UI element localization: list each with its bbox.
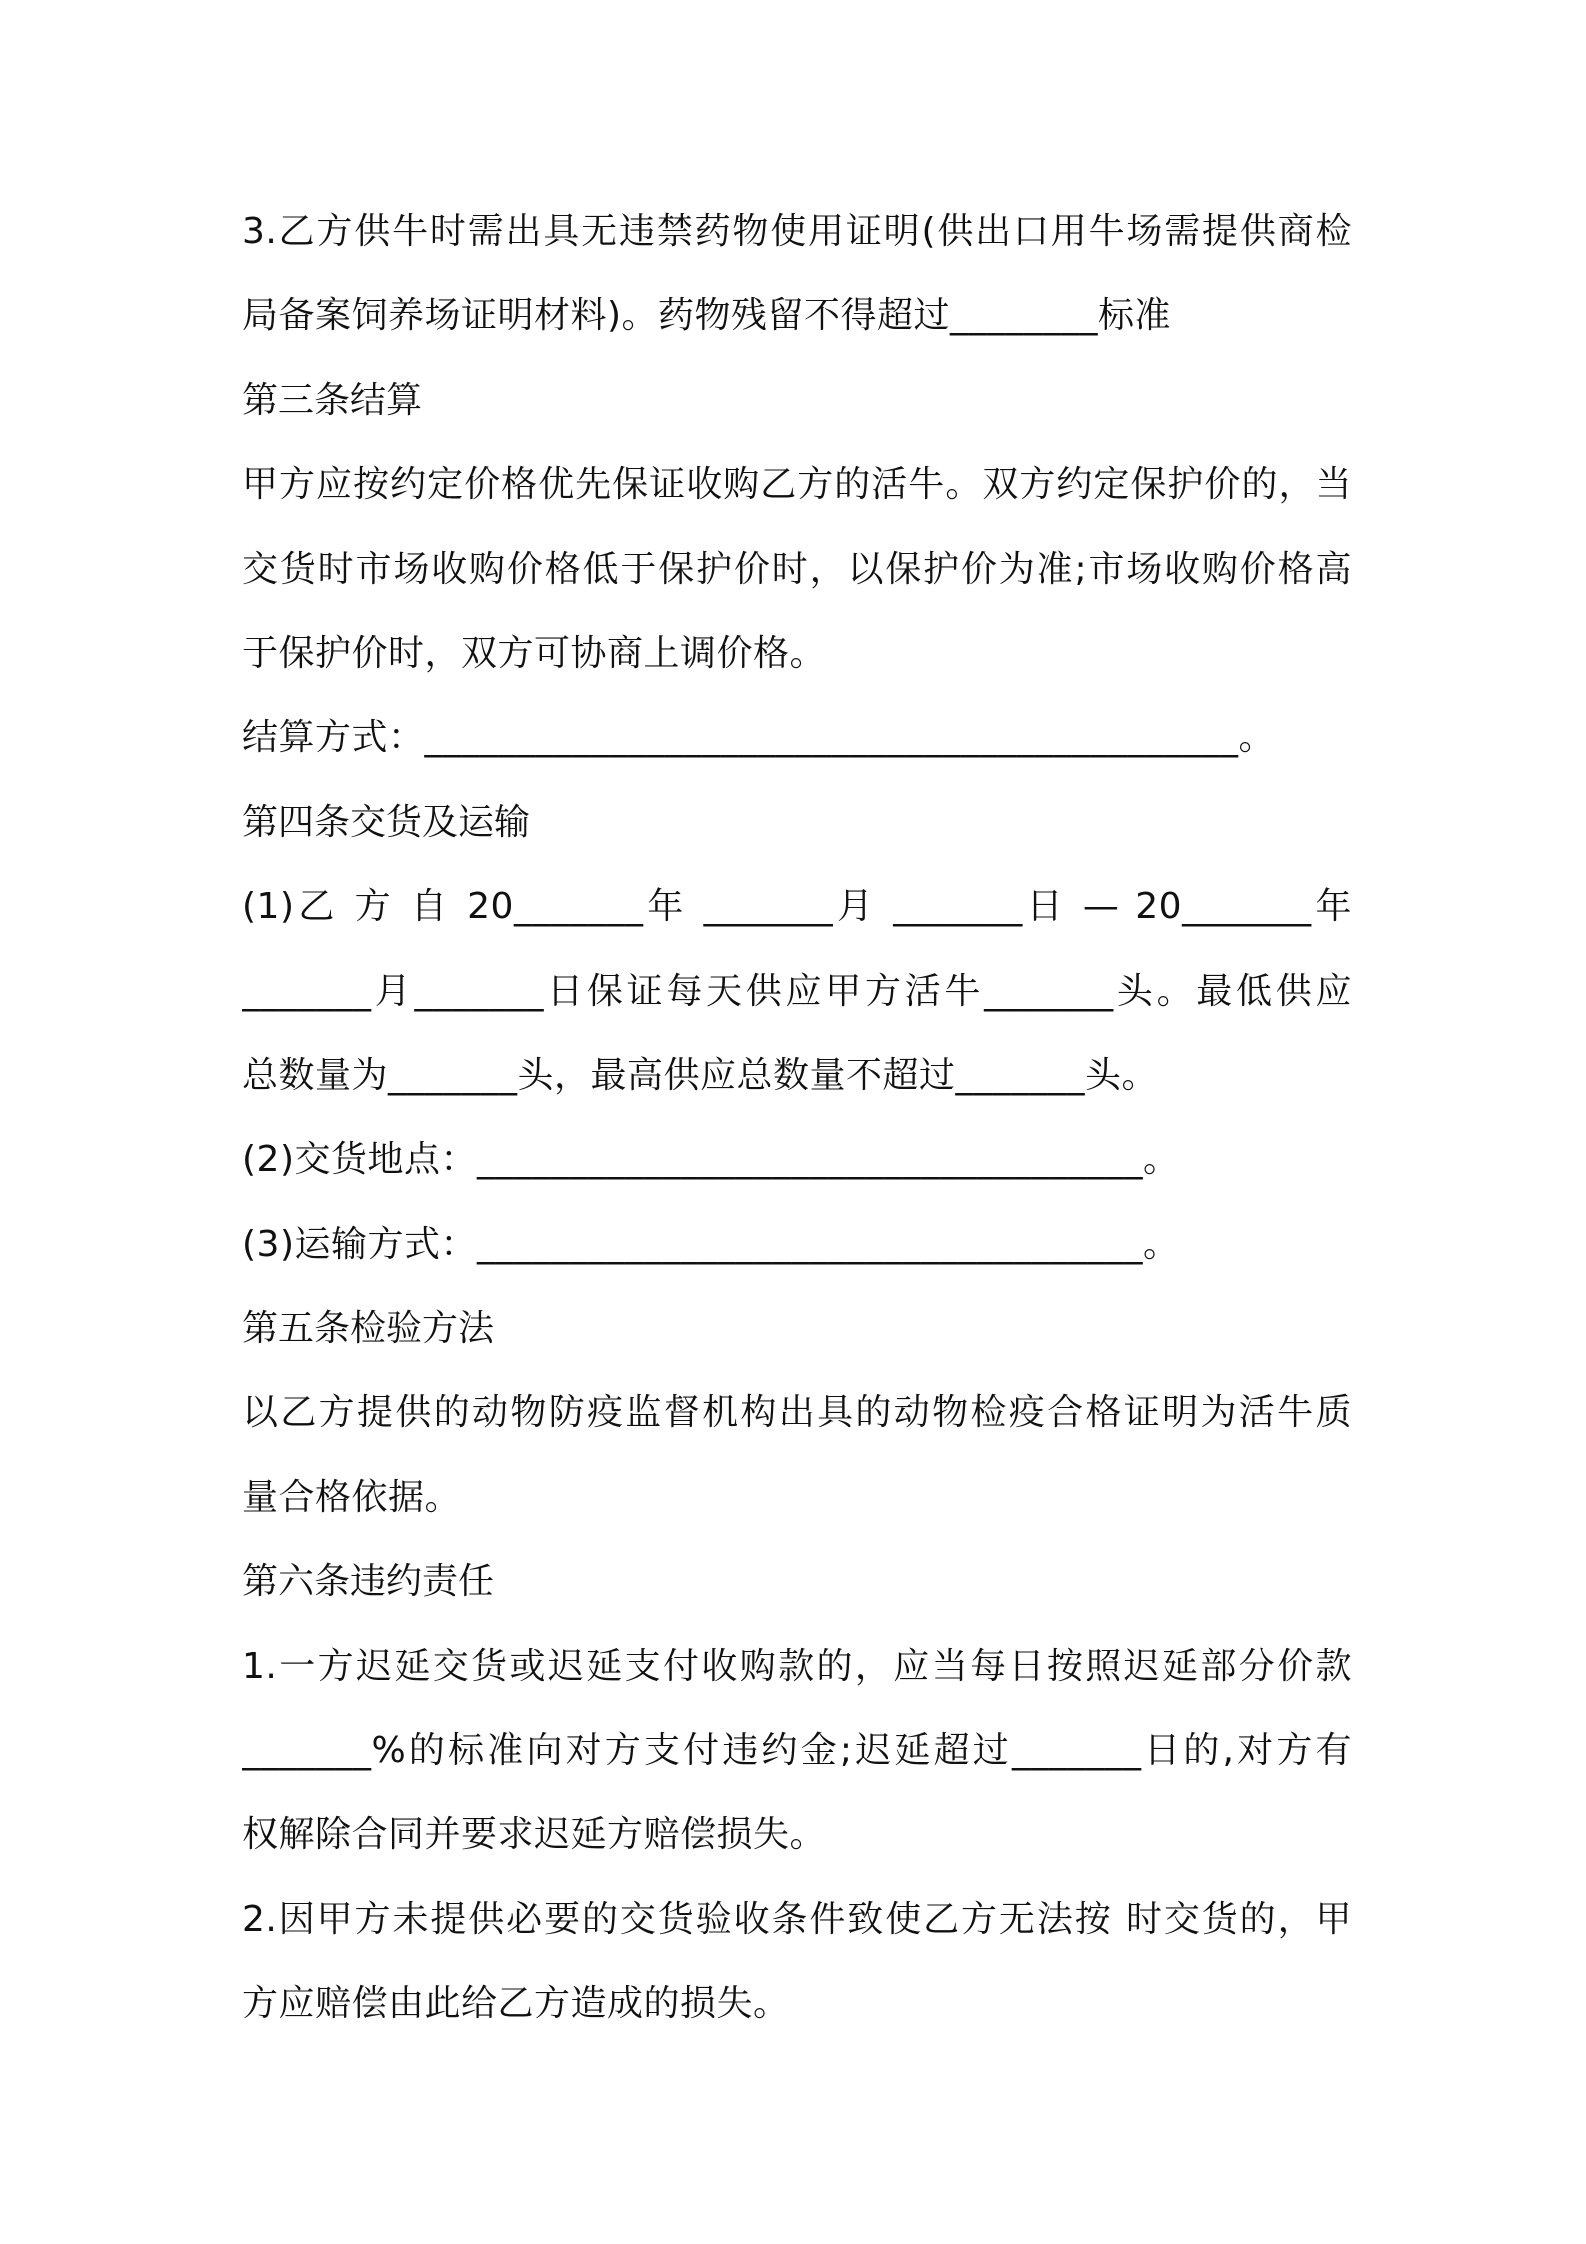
clause-3-line-2: 局备案饲养场证明材料)。药物残留不得超过________标准: [242, 295, 1172, 337]
delivery-location-line: (2)交货地点：____________________________________。: [242, 1139, 1180, 1181]
article-6-item-1-line-3: 权解除合同并要求迟延方赔偿损失。: [242, 1814, 827, 1856]
article-4-item-1-line-1: (1)乙 方 自 20_______年 _______月 _______日 — 20_______年: [242, 886, 1352, 928]
article-6-item-1-line-2: _______%的标准向对方支付违约金;迟延超过_______日的,对方有: [242, 1730, 1352, 1772]
settlement-method-line: 结算方式：____________________________________________。: [242, 717, 1276, 759]
article-5-para-line-2: 量合格依据。: [242, 1476, 462, 1518]
article-5-heading: 第五条检验方法: [242, 1308, 495, 1350]
transport-method-line: (3)运输方式：____________________________________。: [242, 1223, 1180, 1265]
article-5-para-line-1: 以乙方提供的动物防疫监督机构出具的动物检疫合格证明为活牛质: [242, 1392, 1352, 1434]
article-6-heading: 第六条违约责任: [242, 1561, 495, 1603]
article-4-item-1-line-2: _______月_______日保证每天供应甲方活牛_______头。最低供应: [242, 970, 1352, 1012]
article-4-item-1-line-3: 总数量为_______头，最高供应总数量不超过_______头。: [242, 1054, 1159, 1096]
article-6-item-1-line-1: 1.一方迟延交货或迟延支付收购款的，应当每日按照迟延部分价款: [242, 1645, 1352, 1687]
document-body: [242, 203, 1352, 2060]
article-6-item-2-line-2: 方应赔偿由此给乙方造成的损失。: [242, 1983, 790, 2025]
article-3-heading: 第三条结算: [242, 379, 423, 421]
article-3-para-line-2: 交货时市场收购价格低于保护价时，以保护价为准;市场收购价格高: [242, 548, 1352, 590]
article-6-item-2-line-1: 2.因甲方未提供必要的交货验收条件致使乙方无法按 时交货的，甲: [242, 1898, 1352, 1940]
clause-3-line-1: 3.乙方供牛时需出具无违禁药物使用证明(供出口用牛场需提供商检: [242, 211, 1352, 252]
article-4-heading: 第四条交货及运输: [242, 801, 531, 843]
article-3-para-line-3: 于保护价时，双方可协商上调价格。: [242, 632, 827, 674]
article-3-para-line-1: 甲方应按约定价格优先保证收购乙方的活牛。双方约定保护价的，当: [242, 464, 1352, 506]
